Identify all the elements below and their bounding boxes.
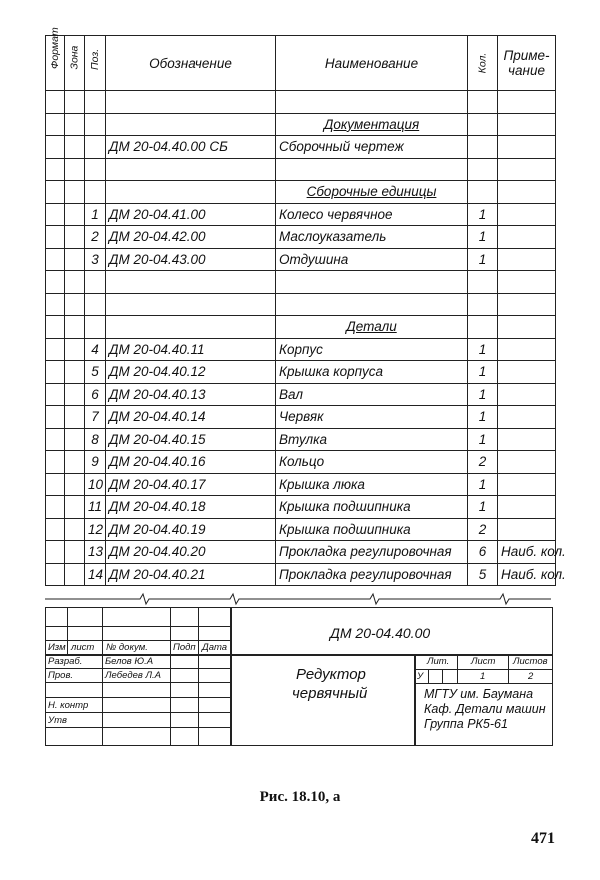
name-cell: Крышка корпуса <box>276 361 468 384</box>
designation-cell: ДМ 20-04.40.12 <box>106 361 276 384</box>
name-cell: Сборочные единицы <box>276 181 468 204</box>
format-cell <box>46 158 65 181</box>
zone-cell <box>65 563 85 586</box>
zone-cell <box>65 271 85 294</box>
designation-cell: ДМ 20-04.40.00 СБ <box>106 136 276 159</box>
note-cell <box>498 158 556 181</box>
table-row <box>46 293 556 316</box>
prov-label: Пров. <box>48 670 74 681</box>
org-line3: Группа РК5-61 <box>424 717 508 731</box>
header-format: Формат <box>46 36 65 91</box>
doc-number: ДМ 20-04.40.00 <box>330 625 431 641</box>
zone-cell <box>65 226 85 249</box>
title-line1: Редуктор <box>296 666 366 683</box>
designation-cell: ДМ 20-04.41.00 <box>106 203 276 226</box>
zone-cell <box>65 91 85 114</box>
designation-cell: ДМ 20-04.40.19 <box>106 518 276 541</box>
specification-table <box>45 27 566 586</box>
qty-cell: 1 <box>468 473 498 496</box>
listov-value: 2 <box>528 671 534 682</box>
note-cell <box>498 113 556 136</box>
title-line2: червячный <box>292 685 368 702</box>
header-row <box>46 36 556 91</box>
pos-cell: 5 <box>85 361 106 384</box>
utv-label: Утв <box>48 715 67 726</box>
format-cell <box>46 181 65 204</box>
designation-cell <box>106 181 276 204</box>
qty-cell <box>468 293 498 316</box>
format-cell <box>46 451 65 474</box>
name-cell: Корпус <box>276 338 468 361</box>
header-pos: Поз. <box>85 36 106 91</box>
qty-cell: 2 <box>468 451 498 474</box>
pos-cell <box>85 271 106 294</box>
table-row <box>46 158 556 181</box>
table-row <box>46 113 556 136</box>
pos-cell <box>85 91 106 114</box>
note-cell <box>498 518 556 541</box>
name-cell: Втулка <box>276 428 468 451</box>
name-cell: Червяк <box>276 406 468 429</box>
designation-cell <box>106 158 276 181</box>
qty-cell <box>468 316 498 339</box>
qty-cell: 1 <box>468 226 498 249</box>
zone-cell <box>65 158 85 181</box>
pos-cell: 14 <box>85 563 106 586</box>
lit-label: Лит. <box>427 656 450 667</box>
lit-value: У <box>417 671 424 682</box>
qty-cell <box>468 91 498 114</box>
name-cell: Крышка люка <box>276 473 468 496</box>
table-row <box>46 541 556 564</box>
list-header: Лист <box>471 656 496 667</box>
qty-cell: 1 <box>468 496 498 519</box>
listov-header: Листов <box>513 656 548 667</box>
podp-label: Подп <box>173 642 196 653</box>
zone-cell <box>65 248 85 271</box>
pos-cell: 3 <box>85 248 106 271</box>
org-line2: Каф. Детали машин <box>424 702 546 716</box>
table-row <box>46 451 556 474</box>
qty-cell: 5 <box>468 563 498 586</box>
format-cell <box>46 383 65 406</box>
designation-cell: ДМ 20-04.40.20 <box>106 541 276 564</box>
qty-cell: 2 <box>468 518 498 541</box>
designation-cell: ДМ 20-04.40.15 <box>106 428 276 451</box>
designation-cell <box>106 91 276 114</box>
docno-label: № докум. <box>106 642 148 653</box>
zone-cell <box>65 316 85 339</box>
name-cell: Документация <box>276 113 468 136</box>
designation-cell: ДМ 20-04.40.14 <box>106 406 276 429</box>
designation-cell <box>106 271 276 294</box>
qty-cell <box>468 113 498 136</box>
name-cell: Детали <box>276 316 468 339</box>
note-cell <box>498 473 556 496</box>
table-row <box>46 563 556 586</box>
table-row <box>46 496 556 519</box>
note-cell: Наиб. кол. <box>498 563 556 586</box>
zone-cell <box>65 113 85 136</box>
table-row <box>46 91 556 114</box>
note-cell <box>498 451 556 474</box>
pos-cell: 1 <box>85 203 106 226</box>
izm-label: Изм <box>48 642 66 653</box>
pos-cell <box>85 316 106 339</box>
format-cell <box>46 203 65 226</box>
name-cell <box>276 158 468 181</box>
name-cell: Крышка подшипника <box>276 496 468 519</box>
zone-cell <box>65 203 85 226</box>
pos-cell: 8 <box>85 428 106 451</box>
qty-cell <box>468 271 498 294</box>
note-cell <box>498 293 556 316</box>
note-cell <box>498 91 556 114</box>
designation-cell: ДМ 20-04.40.13 <box>106 383 276 406</box>
note-cell <box>498 406 556 429</box>
table-row <box>46 316 556 339</box>
format-cell <box>46 428 65 451</box>
designation-cell: ДМ 20-04.40.11 <box>106 338 276 361</box>
qty-cell <box>468 181 498 204</box>
format-cell <box>46 226 65 249</box>
name-cell: Прокладка регулировочная <box>276 563 468 586</box>
qty-cell: 6 <box>468 541 498 564</box>
format-cell <box>46 248 65 271</box>
designation-cell <box>106 293 276 316</box>
pos-cell <box>85 136 106 159</box>
format-cell <box>46 316 65 339</box>
list-value: 1 <box>480 671 486 682</box>
pos-cell: 6 <box>85 383 106 406</box>
name-cell: Кольцо <box>276 451 468 474</box>
zone-cell <box>65 293 85 316</box>
qty-cell <box>468 136 498 159</box>
pos-cell: 13 <box>85 541 106 564</box>
zone-cell <box>65 428 85 451</box>
format-cell <box>46 293 65 316</box>
table-row <box>46 383 556 406</box>
designation-cell: ДМ 20-04.40.21 <box>106 563 276 586</box>
qty-cell <box>468 158 498 181</box>
table-row <box>46 338 556 361</box>
table-row <box>46 181 556 204</box>
zone-cell <box>65 181 85 204</box>
format-cell <box>46 361 65 384</box>
format-cell <box>46 136 65 159</box>
name-cell: Маслоуказатель <box>276 226 468 249</box>
header-zone: Зона <box>65 36 85 91</box>
razrab-name: Белов Ю.А <box>105 656 154 667</box>
designation-cell <box>106 316 276 339</box>
pos-cell: 9 <box>85 451 106 474</box>
table-row <box>46 518 556 541</box>
note-cell <box>498 203 556 226</box>
format-cell <box>46 271 65 294</box>
title-block <box>45 607 553 746</box>
pos-cell <box>85 293 106 316</box>
note-cell <box>498 361 556 384</box>
table-row <box>46 226 556 249</box>
zone-cell <box>65 541 85 564</box>
zone-cell <box>65 361 85 384</box>
pos-cell: 4 <box>85 338 106 361</box>
name-cell <box>276 293 468 316</box>
format-cell <box>46 91 65 114</box>
table-row <box>46 203 556 226</box>
name-cell <box>276 91 468 114</box>
table-row <box>46 406 556 429</box>
zone-cell <box>65 383 85 406</box>
table-row <box>46 248 556 271</box>
note-cell <box>498 181 556 204</box>
format-cell <box>46 113 65 136</box>
figure-caption: Рис. 18.10, а <box>259 789 341 805</box>
table-row <box>46 473 556 496</box>
pos-cell <box>85 181 106 204</box>
qty-cell: 1 <box>468 428 498 451</box>
prov-name: Лебедев Л.А <box>105 670 161 681</box>
pos-cell: 10 <box>85 473 106 496</box>
header-qty: Кол. <box>468 36 498 91</box>
format-cell <box>46 563 65 586</box>
pos-cell: 7 <box>85 406 106 429</box>
note-cell <box>498 338 556 361</box>
org-line1: МГТУ им. Баумана <box>424 687 534 701</box>
qty-cell: 1 <box>468 406 498 429</box>
page-number: 471 <box>531 830 555 847</box>
name-cell: Прокладка регулировочная <box>276 541 468 564</box>
header-note: Приме-чание <box>498 36 556 91</box>
note-cell <box>498 226 556 249</box>
list-label: лист <box>71 642 95 653</box>
format-cell <box>46 338 65 361</box>
qty-cell: 1 <box>468 203 498 226</box>
format-cell <box>46 541 65 564</box>
qty-cell: 1 <box>468 361 498 384</box>
designation-cell: ДМ 20-04.40.18 <box>106 496 276 519</box>
note-cell <box>498 428 556 451</box>
qty-cell: 1 <box>468 248 498 271</box>
name-cell: Сборочный чертеж <box>276 136 468 159</box>
table-row <box>46 271 556 294</box>
designation-cell: ДМ 20-04.42.00 <box>106 226 276 249</box>
note-cell <box>498 248 556 271</box>
pos-cell: 11 <box>85 496 106 519</box>
format-cell <box>46 518 65 541</box>
razrab-label: Разраб. <box>48 656 83 667</box>
pos-cell <box>85 158 106 181</box>
zone-cell <box>65 473 85 496</box>
zone-cell <box>65 338 85 361</box>
pos-cell <box>85 113 106 136</box>
note-cell <box>498 496 556 519</box>
header-name: Наименование <box>276 36 468 91</box>
note-cell <box>498 383 556 406</box>
zone-cell <box>65 518 85 541</box>
designation-cell <box>106 113 276 136</box>
data-label: Дата <box>202 642 228 653</box>
table-row <box>46 428 556 451</box>
note-cell <box>498 136 556 159</box>
format-cell <box>46 496 65 519</box>
designation-cell: ДМ 20-04.43.00 <box>106 248 276 271</box>
note-cell: Наиб. кол. <box>498 541 556 564</box>
note-cell <box>498 316 556 339</box>
qty-cell: 1 <box>468 338 498 361</box>
qty-cell: 1 <box>468 383 498 406</box>
table-row <box>46 136 556 159</box>
zone-cell <box>65 136 85 159</box>
name-cell: Отдушина <box>276 248 468 271</box>
pos-cell: 12 <box>85 518 106 541</box>
format-cell <box>46 406 65 429</box>
name-cell: Крышка подшипника <box>276 518 468 541</box>
designation-cell: ДМ 20-04.40.16 <box>106 451 276 474</box>
format-cell <box>46 473 65 496</box>
zone-cell <box>65 496 85 519</box>
designation-cell: ДМ 20-04.40.17 <box>106 473 276 496</box>
nkontr-label: Н. контр <box>48 700 89 711</box>
name-cell: Колесо червячное <box>276 203 468 226</box>
name-cell: Вал <box>276 383 468 406</box>
zone-cell <box>65 406 85 429</box>
table-row <box>46 361 556 384</box>
name-cell <box>276 271 468 294</box>
header-designation: Обозначение <box>106 36 276 91</box>
pos-cell: 2 <box>85 226 106 249</box>
note-cell <box>498 271 556 294</box>
zone-cell <box>65 451 85 474</box>
